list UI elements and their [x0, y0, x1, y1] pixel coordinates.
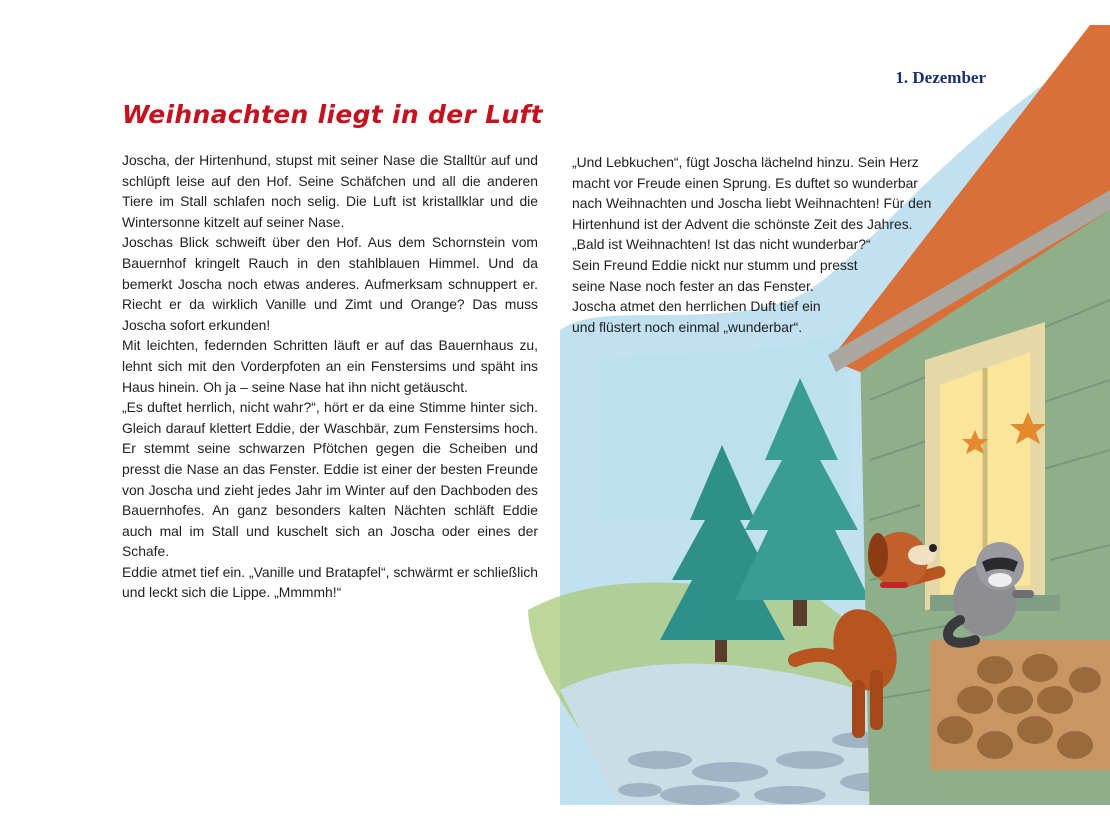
bottom-fade	[528, 805, 1110, 833]
story-title: Weihnachten liegt in der Luft	[122, 100, 543, 129]
paragraph: Eddie atmet tief ein. „Vanille und Bratapfel“, schwärmt er schließlich und leckt sich die Lippe. „Mmmmh!“	[122, 563, 538, 601]
date-label: 1. Dezember	[895, 68, 986, 87]
paragraph: Sein Freund Eddie nickt nur stumm und presst seine Nase noch fester an das Fenster.	[572, 256, 858, 294]
paragraph: Mit leichten, federnden Schritten läuft er auf das Bauernhaus zu, lehnt sich mit den Vorderpfoten an ein Fenstersims und späht ins Haus hinein. Oh ja – seine Nase hat ihn nicht getäuscht.	[122, 337, 538, 395]
paragraph: Joschas Blick schweift über den Hof. Aus dem Schornstein vom Bauernhof kringelt Rauch in den stahlblauen Himmel. Und da bemerkt Joscha noch etwas anderes. Aufmerksam schnuppert er. Riecht er da wirklich Vanille und Zimt und Orange? Das muss Joscha sofort erkunden!	[122, 234, 538, 333]
story-text-left-column	[122, 150, 538, 603]
firewood-pile	[930, 640, 1110, 770]
paragraph: Joscha atmet den herrlichen Duft tief ein und flüstert noch einmal „wunderbar“.	[572, 298, 821, 335]
story-text-right-column	[572, 152, 934, 337]
paragraph: „Und Lebkuchen“, fügt Joscha lächelnd hinzu. Sein Herz macht vor Freude einen Sprung. Es duftet so wunderbar nach Weihnachten und Joscha liebt Weihnachten! Für den Hirtenhund ist der Advent die schönste Zeit des Jahres. „Bald ist Weihnachten! Ist das nicht wunderbar?“	[572, 154, 932, 253]
paragraph: „Es duftet herrlich, nicht wahr?“, hört er da eine Stimme hinter sich. Gleich darauf klettert Eddie, der Waschbär, zum Fenstersims hoch. Er stemmt seine schwarzen Pfötchen gegen die Scheiben und presst die Nase an das Fenster. Eddie ist einer der besten Freunde von Joscha und zieht jedes Jahr im Winter auf den Dachboden des Bauernhofes. An ganz besonders kalten Nächten schläft Eddie auch mal im Stall und kuschelt sich an Joscha oder eines der Schafe.	[122, 399, 538, 560]
paragraph: Joscha, der Hirtenhund, stupst mit seiner Nase die Stalltür auf und schlüpft leise auf den Hof. Seine Schäfchen und all die anderen Tiere im Stall schlafen noch selig. Die Luft ist kristallklar und die Wintersonne kitzelt auf seiner Nase.	[122, 152, 538, 230]
